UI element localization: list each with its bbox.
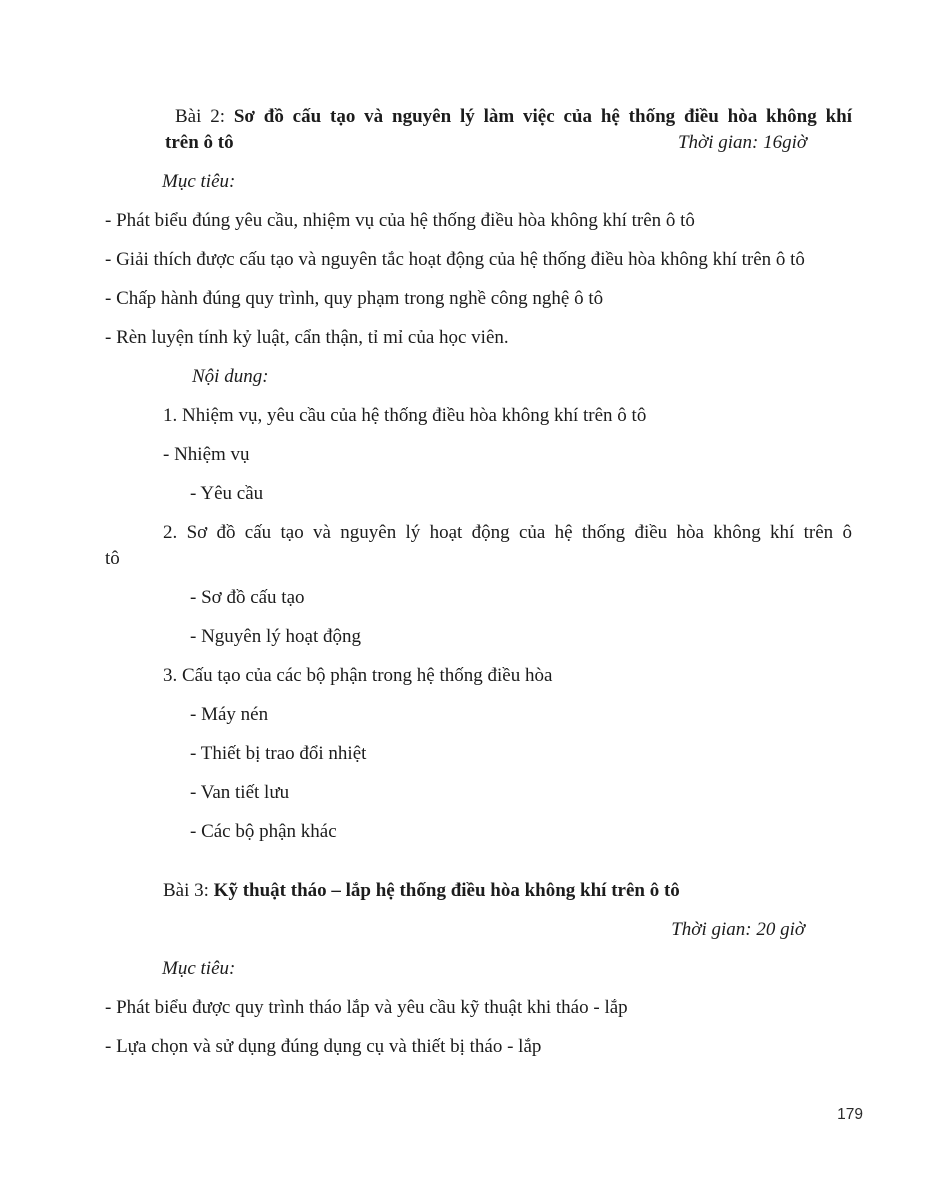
document-line: 3. Cấu tạo của các bộ phận trong hệ thống điều hòa xyxy=(163,665,553,686)
lesson3-time-label: Thời gian: 20 giờ xyxy=(671,919,805,940)
document-line: 2. Sơ đồ cấu tạo và nguyên lý hoạt động của hệ thống điều hòa không khí trên ô xyxy=(163,522,852,543)
document-line: Mục tiêu: xyxy=(162,171,236,192)
lesson3-title-bold: Kỹ thuật tháo – lắp hệ thống điều hòa không khí trên ô tô xyxy=(213,880,680,901)
document-line: - Thiết bị trao đổi nhiệt xyxy=(190,743,367,764)
document-line: - Van tiết lưu xyxy=(190,782,290,803)
lesson2-title-bold-cont: trên ô tô xyxy=(165,132,234,153)
lesson3-body xyxy=(0,956,927,1060)
document-line: Nội dung: xyxy=(192,366,269,387)
document-line: - Giải thích được cấu tạo và nguyên tắc hoạt động của hệ thống điều hòa không khí trên ô tô xyxy=(105,249,805,270)
document-line: - Máy nén xyxy=(190,704,269,725)
document-line: 1. Nhiệm vụ, yêu cầu của hệ thống điều hòa không khí trên ô tô xyxy=(163,405,647,426)
lesson3-title xyxy=(0,878,927,904)
document-line: - Phát biểu đúng yêu cầu, nhiệm vụ của hệ thống điều hòa không khí trên ô tô xyxy=(105,210,695,231)
lesson2-body xyxy=(0,169,927,845)
document-line: - Lựa chọn và sử dụng đúng dụng cụ và thiết bị tháo - lắp xyxy=(105,1036,542,1057)
lesson2-title-line1 xyxy=(165,104,927,130)
document-line: - Sơ đồ cấu tạo xyxy=(190,587,305,608)
document-line: - Nguyên lý hoạt động xyxy=(190,626,361,647)
lesson3-title-prefix: Bài 3: xyxy=(163,880,214,901)
document-line: - Nhiệm vụ xyxy=(163,444,250,465)
document-line: - Rèn luyện tính kỷ luật, cẩn thận, tỉ mỉ của học viên. xyxy=(105,327,509,348)
document-line: tô xyxy=(105,548,120,569)
document-line: - Phát biểu được quy trình tháo lắp và yêu cầu kỹ thuật khi tháo - lắp xyxy=(105,997,628,1018)
lesson2-time-label: Thời gian: 16giờ xyxy=(677,132,807,153)
lesson2-title-bold: Sơ đồ cấu tạo và nguyên lý làm việc của hệ thống điều hòa không khí xyxy=(233,106,852,127)
document-line: - Các bộ phận khác xyxy=(190,821,337,842)
lesson2-title xyxy=(0,104,927,156)
lesson2-title-prefix: Bài 2: xyxy=(175,106,234,127)
lesson2-title-line2 xyxy=(165,130,927,156)
document-line: - Chấp hành đúng quy trình, quy phạm trong nghề công nghệ ô tô xyxy=(105,288,604,309)
document-line: Mục tiêu: xyxy=(162,958,236,979)
page-number: 179 xyxy=(837,1106,863,1123)
document-line: - Yêu cầu xyxy=(190,483,264,504)
